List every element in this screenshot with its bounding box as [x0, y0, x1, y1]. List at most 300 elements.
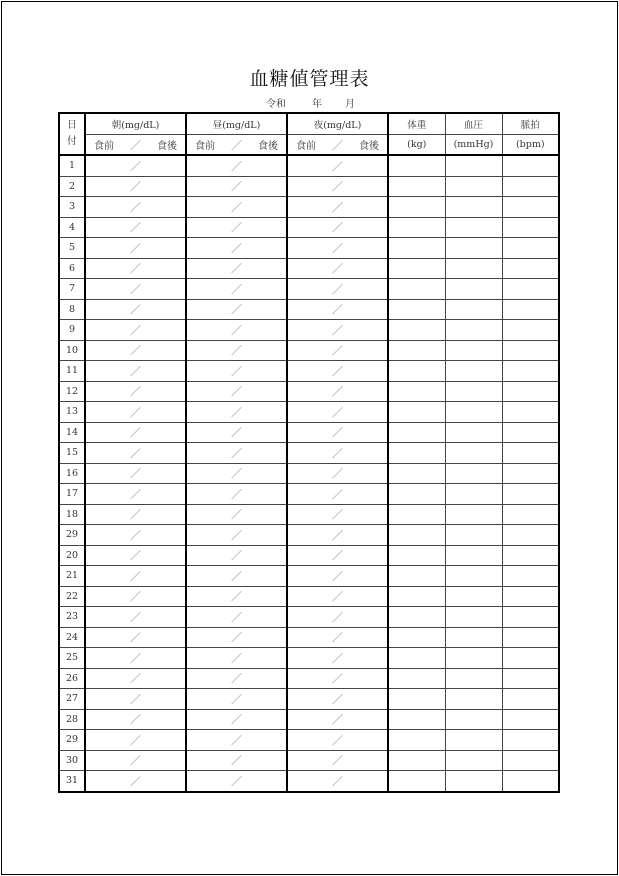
night-glucose-cell[interactable]: [287, 750, 388, 771]
night-glucose-cell[interactable]: [287, 176, 388, 197]
table-row: [59, 668, 559, 689]
noon-subheader: 食前 ／ 食後: [186, 135, 287, 156]
cell-separator: ／: [130, 405, 141, 419]
cell-separator: ／: [130, 610, 141, 624]
noon-glucose-cell[interactable]: [186, 422, 287, 443]
cell-separator: ／: [231, 241, 242, 255]
cell-separator: ／: [231, 405, 242, 419]
pulse-cell[interactable]: [502, 197, 559, 218]
cell-separator: ／: [332, 549, 343, 563]
noon-glucose-cell[interactable]: [186, 279, 287, 300]
noon-glucose-cell[interactable]: [186, 381, 287, 402]
table-row: [59, 709, 559, 730]
noon-glucose-cell[interactable]: [186, 586, 287, 607]
weight-cell[interactable]: [388, 607, 445, 628]
weight-cell[interactable]: [388, 422, 445, 443]
night-glucose-cell[interactable]: [287, 217, 388, 238]
blood-pressure-unit: (mmHg): [445, 135, 502, 156]
cell-separator: ／: [130, 487, 141, 501]
day-number: 25: [59, 648, 85, 669]
cell-separator: ／: [130, 590, 141, 604]
night-glucose-cell[interactable]: [287, 771, 388, 792]
noon-glucose-cell[interactable]: [186, 607, 287, 628]
cell-separator: ／: [332, 733, 343, 747]
cell-separator: ／: [231, 569, 242, 583]
pulse-cell[interactable]: [502, 484, 559, 505]
day-number: 9: [59, 320, 85, 341]
blood-pressure-cell[interactable]: [445, 607, 502, 628]
noon-glucose-cell[interactable]: [186, 155, 287, 176]
noon-glucose-cell[interactable]: [186, 258, 287, 279]
pulse-cell[interactable]: [502, 340, 559, 361]
night-glucose-cell[interactable]: [287, 422, 388, 443]
cell-separator: ／: [332, 385, 343, 399]
morning-glucose-cell[interactable]: [85, 361, 186, 382]
night-glucose-cell[interactable]: [287, 566, 388, 587]
cell-separator: ／: [332, 426, 343, 440]
night-glucose-cell[interactable]: [287, 361, 388, 382]
morning-glucose-cell[interactable]: [85, 648, 186, 669]
cell-separator: ／: [130, 713, 141, 727]
table-row: [59, 299, 559, 320]
weight-cell[interactable]: [388, 627, 445, 648]
morning-glucose-cell[interactable]: [85, 197, 186, 218]
night-glucose-cell[interactable]: [287, 320, 388, 341]
pulse-cell[interactable]: [502, 443, 559, 464]
morning-glucose-cell[interactable]: [85, 771, 186, 792]
weight-header: 体重: [388, 113, 445, 135]
day-number: 7: [59, 279, 85, 300]
table-row: [59, 689, 559, 710]
blood-pressure-cell[interactable]: [445, 340, 502, 361]
pulse-cell[interactable]: [502, 586, 559, 607]
pulse-cell[interactable]: [502, 504, 559, 525]
weight-cell[interactable]: [388, 299, 445, 320]
morning-glucose-cell[interactable]: [85, 422, 186, 443]
day-number: 18: [59, 504, 85, 525]
weight-cell[interactable]: [388, 402, 445, 423]
cell-separator: ／: [231, 180, 242, 194]
glucose-log-table: [58, 112, 560, 793]
night-glucose-cell[interactable]: [287, 709, 388, 730]
night-glucose-cell[interactable]: [287, 730, 388, 751]
blood-pressure-cell[interactable]: [445, 545, 502, 566]
table-row: [59, 422, 559, 443]
blood-pressure-cell[interactable]: [445, 422, 502, 443]
morning-glucose-cell[interactable]: [85, 238, 186, 259]
day-number: 10: [59, 340, 85, 361]
cell-separator: ／: [332, 323, 343, 337]
day-number: 29: [59, 525, 85, 546]
blood-pressure-cell[interactable]: [445, 176, 502, 197]
weight-cell[interactable]: [388, 320, 445, 341]
weight-cell[interactable]: [388, 217, 445, 238]
pulse-cell[interactable]: [502, 299, 559, 320]
morning-glucose-cell[interactable]: [85, 689, 186, 710]
day-number: 22: [59, 586, 85, 607]
pulse-cell[interactable]: [502, 648, 559, 669]
noon-glucose-cell[interactable]: [186, 689, 287, 710]
cell-separator: ／: [231, 159, 242, 173]
night-glucose-cell[interactable]: [287, 607, 388, 628]
table-row: [59, 627, 559, 648]
night-glucose-cell[interactable]: [287, 648, 388, 669]
morning-glucose-cell[interactable]: [85, 443, 186, 464]
weight-cell[interactable]: [388, 279, 445, 300]
morning-glucose-cell[interactable]: [85, 217, 186, 238]
night-glucose-cell[interactable]: [287, 155, 388, 176]
night-glucose-cell[interactable]: [287, 238, 388, 259]
noon-glucose-cell[interactable]: [186, 402, 287, 423]
weight-cell[interactable]: [388, 668, 445, 689]
weight-cell[interactable]: [388, 750, 445, 771]
cell-separator: ／: [130, 364, 141, 378]
pulse-cell[interactable]: [502, 402, 559, 423]
noon-glucose-cell[interactable]: [186, 176, 287, 197]
morning-glucose-cell[interactable]: [85, 586, 186, 607]
day-number: 12: [59, 381, 85, 402]
cell-separator: ／: [130, 426, 141, 440]
pulse-cell[interactable]: [502, 566, 559, 587]
table-row: [59, 730, 559, 751]
cell-separator: ／: [332, 262, 343, 276]
noon-glucose-cell[interactable]: [186, 648, 287, 669]
blood-pressure-cell[interactable]: [445, 279, 502, 300]
blood-pressure-cell[interactable]: [445, 402, 502, 423]
blood-pressure-cell[interactable]: [445, 709, 502, 730]
weight-cell[interactable]: [388, 463, 445, 484]
pulse-cell[interactable]: [502, 525, 559, 546]
blood-pressure-cell[interactable]: [445, 648, 502, 669]
weight-cell[interactable]: [388, 709, 445, 730]
night-glucose-cell[interactable]: [287, 381, 388, 402]
pulse-cell[interactable]: [502, 238, 559, 259]
morning-glucose-cell[interactable]: [85, 750, 186, 771]
cell-separator: ／: [231, 631, 242, 645]
noon-glucose-cell[interactable]: [186, 709, 287, 730]
morning-glucose-cell[interactable]: [85, 402, 186, 423]
noon-glucose-cell[interactable]: [186, 463, 287, 484]
morning-glucose-cell[interactable]: [85, 463, 186, 484]
weight-cell[interactable]: [388, 771, 445, 792]
cell-separator: ／: [231, 303, 242, 317]
table-row: [59, 340, 559, 361]
morning-glucose-cell[interactable]: [85, 258, 186, 279]
cell-separator: ／: [231, 774, 242, 788]
pulse-cell[interactable]: [502, 771, 559, 792]
weight-cell[interactable]: [388, 525, 445, 546]
noon-glucose-cell[interactable]: [186, 730, 287, 751]
pulse-cell[interactable]: [502, 668, 559, 689]
day-number: 1: [59, 155, 85, 176]
pulse-cell[interactable]: [502, 217, 559, 238]
night-glucose-cell[interactable]: [287, 586, 388, 607]
blood-pressure-cell[interactable]: [445, 627, 502, 648]
pulse-cell[interactable]: [502, 381, 559, 402]
night-glucose-cell[interactable]: [287, 197, 388, 218]
weight-cell[interactable]: [388, 566, 445, 587]
weight-cell[interactable]: [388, 155, 445, 176]
weight-cell[interactable]: [388, 648, 445, 669]
pulse-cell[interactable]: [502, 320, 559, 341]
cell-separator: ／: [332, 467, 343, 481]
cell-separator: ／: [332, 569, 343, 583]
day-number: 4: [59, 217, 85, 238]
pulse-cell[interactable]: [502, 627, 559, 648]
cell-separator: ／: [231, 262, 242, 276]
cell-separator: ／: [332, 528, 343, 542]
cell-separator: ／: [231, 446, 242, 460]
noon-glucose-cell[interactable]: [186, 320, 287, 341]
noon-glucose-cell[interactable]: [186, 627, 287, 648]
era-label: 令和: [266, 99, 286, 110]
cell-separator: ／: [231, 549, 242, 563]
noon-glucose-cell[interactable]: [186, 566, 287, 587]
pulse-cell[interactable]: [502, 422, 559, 443]
cell-separator: ／: [332, 692, 343, 706]
night-glucose-cell[interactable]: [287, 258, 388, 279]
cell-separator: ／: [231, 713, 242, 727]
weight-cell[interactable]: [388, 340, 445, 361]
noon-glucose-cell[interactable]: [186, 340, 287, 361]
blood-pressure-cell[interactable]: [445, 238, 502, 259]
weight-unit: (kg): [388, 135, 445, 156]
night-glucose-cell[interactable]: [287, 689, 388, 710]
cell-separator: ／: [231, 426, 242, 440]
table-row: [59, 402, 559, 423]
morning-glucose-cell[interactable]: [85, 155, 186, 176]
night-glucose-cell[interactable]: [287, 279, 388, 300]
noon-glucose-cell[interactable]: [186, 217, 287, 238]
table-row: [59, 238, 559, 259]
noon-glucose-cell[interactable]: [186, 197, 287, 218]
blood-pressure-cell[interactable]: [445, 197, 502, 218]
pulse-cell[interactable]: [502, 176, 559, 197]
night-glucose-cell[interactable]: [287, 463, 388, 484]
weight-cell[interactable]: [388, 586, 445, 607]
blood-pressure-cell[interactable]: [445, 586, 502, 607]
table-row: [59, 443, 559, 464]
morning-glucose-cell[interactable]: [85, 340, 186, 361]
table-row: [59, 648, 559, 669]
night-glucose-cell[interactable]: [287, 668, 388, 689]
pulse-header: 脈拍: [502, 113, 559, 135]
weight-cell[interactable]: [388, 258, 445, 279]
cell-separator: ／: [130, 323, 141, 337]
cell-separator: ／: [332, 405, 343, 419]
morning-glucose-cell[interactable]: [85, 525, 186, 546]
day-number: 26: [59, 668, 85, 689]
pulse-cell[interactable]: [502, 730, 559, 751]
morning-glucose-cell[interactable]: [85, 709, 186, 730]
morning-glucose-cell[interactable]: [85, 668, 186, 689]
cell-separator: ／: [130, 672, 141, 686]
cell-separator: ／: [332, 241, 343, 255]
month-label: 月: [345, 99, 355, 110]
blood-pressure-cell[interactable]: [445, 463, 502, 484]
cell-separator: ／: [231, 221, 242, 235]
cell-separator: ／: [332, 774, 343, 788]
pulse-cell[interactable]: [502, 279, 559, 300]
day-number: 27: [59, 689, 85, 710]
table-row: [59, 566, 559, 587]
blood-pressure-cell[interactable]: [445, 750, 502, 771]
pulse-cell[interactable]: [502, 750, 559, 771]
cell-separator: ／: [130, 692, 141, 706]
noon-glucose-cell[interactable]: [186, 545, 287, 566]
night-glucose-cell[interactable]: [287, 340, 388, 361]
morning-glucose-cell[interactable]: [85, 545, 186, 566]
cell-separator: ／: [130, 631, 141, 645]
blood-pressure-cell[interactable]: [445, 155, 502, 176]
cell-separator: ／: [332, 180, 343, 194]
morning-glucose-cell[interactable]: [85, 299, 186, 320]
table-row: [59, 463, 559, 484]
cell-separator: ／: [332, 610, 343, 624]
cell-separator: ／: [130, 754, 141, 768]
night-glucose-cell[interactable]: [287, 545, 388, 566]
morning-glucose-cell[interactable]: [85, 279, 186, 300]
day-number: 23: [59, 607, 85, 628]
weight-cell[interactable]: [388, 484, 445, 505]
blood-pressure-cell[interactable]: [445, 504, 502, 525]
blood-pressure-cell[interactable]: [445, 668, 502, 689]
morning-subheader: 食前 ／ 食後: [85, 135, 186, 156]
cell-separator: ／: [231, 467, 242, 481]
noon-glucose-cell[interactable]: [186, 299, 287, 320]
blood-pressure-cell[interactable]: [445, 484, 502, 505]
day-number: 20: [59, 545, 85, 566]
day-column-header: 日 付: [59, 113, 85, 155]
blood-pressure-cell[interactable]: [445, 689, 502, 710]
noon-header: 昼(mg/dL): [186, 113, 287, 135]
weight-cell[interactable]: [388, 361, 445, 382]
cell-separator: ／: [231, 528, 242, 542]
morning-glucose-cell[interactable]: [85, 730, 186, 751]
morning-glucose-cell[interactable]: [85, 627, 186, 648]
cell-separator: ／: [231, 610, 242, 624]
weight-cell[interactable]: [388, 197, 445, 218]
weight-cell[interactable]: [388, 381, 445, 402]
pulse-cell[interactable]: [502, 709, 559, 730]
cell-separator: ／: [332, 344, 343, 358]
table-row: [59, 484, 559, 505]
weight-cell[interactable]: [388, 176, 445, 197]
weight-cell[interactable]: [388, 545, 445, 566]
cell-separator: ／: [130, 569, 141, 583]
blood-pressure-cell[interactable]: [445, 361, 502, 382]
pulse-cell[interactable]: [502, 689, 559, 710]
night-glucose-cell[interactable]: [287, 504, 388, 525]
cell-separator: ／: [130, 200, 141, 214]
cell-separator: ／: [130, 549, 141, 563]
day-number: 2: [59, 176, 85, 197]
day-number: 24: [59, 627, 85, 648]
morning-glucose-cell[interactable]: [85, 607, 186, 628]
day-number: 30: [59, 750, 85, 771]
cell-separator: ／: [231, 672, 242, 686]
blood-pressure-header: 血圧: [445, 113, 502, 135]
cell-separator: ／: [231, 590, 242, 604]
morning-glucose-cell[interactable]: [85, 566, 186, 587]
morning-glucose-cell[interactable]: [85, 176, 186, 197]
table-row: [59, 586, 559, 607]
cell-separator: ／: [130, 385, 141, 399]
blood-pressure-cell[interactable]: [445, 771, 502, 792]
blood-pressure-cell[interactable]: [445, 217, 502, 238]
pulse-cell[interactable]: [502, 361, 559, 382]
morning-glucose-cell[interactable]: [85, 320, 186, 341]
table-row: [59, 504, 559, 525]
blood-pressure-cell[interactable]: [445, 443, 502, 464]
cell-separator: ／: [332, 159, 343, 173]
blood-pressure-cell[interactable]: [445, 525, 502, 546]
noon-glucose-cell[interactable]: [186, 484, 287, 505]
weight-cell[interactable]: [388, 238, 445, 259]
table-row: [59, 217, 559, 238]
noon-glucose-cell[interactable]: [186, 361, 287, 382]
cell-separator: ／: [332, 590, 343, 604]
noon-glucose-cell[interactable]: [186, 504, 287, 525]
blood-pressure-cell[interactable]: [445, 258, 502, 279]
night-glucose-cell[interactable]: [287, 525, 388, 546]
blood-pressure-cell[interactable]: [445, 566, 502, 587]
pulse-cell[interactable]: [502, 545, 559, 566]
day-number: 21: [59, 566, 85, 587]
morning-glucose-cell[interactable]: [85, 504, 186, 525]
noon-glucose-cell[interactable]: [186, 238, 287, 259]
pulse-cell[interactable]: [502, 155, 559, 176]
noon-glucose-cell[interactable]: [186, 750, 287, 771]
cell-separator: ／: [130, 221, 141, 235]
cell-separator: ／: [231, 651, 242, 665]
night-glucose-cell[interactable]: [287, 299, 388, 320]
day-number: 29: [59, 730, 85, 751]
table-row: [59, 545, 559, 566]
cell-separator: ／: [130, 467, 141, 481]
pulse-cell[interactable]: [502, 258, 559, 279]
blood-pressure-cell[interactable]: [445, 320, 502, 341]
cell-separator: ／: [130, 528, 141, 542]
page-title: 血糖値管理表: [249, 68, 370, 90]
table-row: [59, 361, 559, 382]
night-glucose-cell[interactable]: [287, 402, 388, 423]
noon-glucose-cell[interactable]: [186, 771, 287, 792]
night-glucose-cell[interactable]: [287, 484, 388, 505]
night-glucose-cell[interactable]: [287, 443, 388, 464]
day-number: 13: [59, 402, 85, 423]
weight-cell[interactable]: [388, 689, 445, 710]
weight-cell[interactable]: [388, 443, 445, 464]
weight-cell[interactable]: [388, 730, 445, 751]
noon-glucose-cell[interactable]: [186, 443, 287, 464]
night-glucose-cell[interactable]: [287, 627, 388, 648]
pulse-cell[interactable]: [502, 463, 559, 484]
pulse-cell[interactable]: [502, 607, 559, 628]
cell-separator: ／: [332, 364, 343, 378]
blood-pressure-cell[interactable]: [445, 730, 502, 751]
blood-pressure-cell[interactable]: [445, 381, 502, 402]
cell-separator: ／: [130, 159, 141, 173]
cell-separator: ／: [332, 221, 343, 235]
noon-glucose-cell[interactable]: [186, 525, 287, 546]
noon-glucose-cell[interactable]: [186, 668, 287, 689]
cell-separator: ／: [332, 282, 343, 296]
weight-cell[interactable]: [388, 504, 445, 525]
morning-glucose-cell[interactable]: [85, 484, 186, 505]
blood-pressure-cell[interactable]: [445, 299, 502, 320]
morning-glucose-cell[interactable]: [85, 381, 186, 402]
